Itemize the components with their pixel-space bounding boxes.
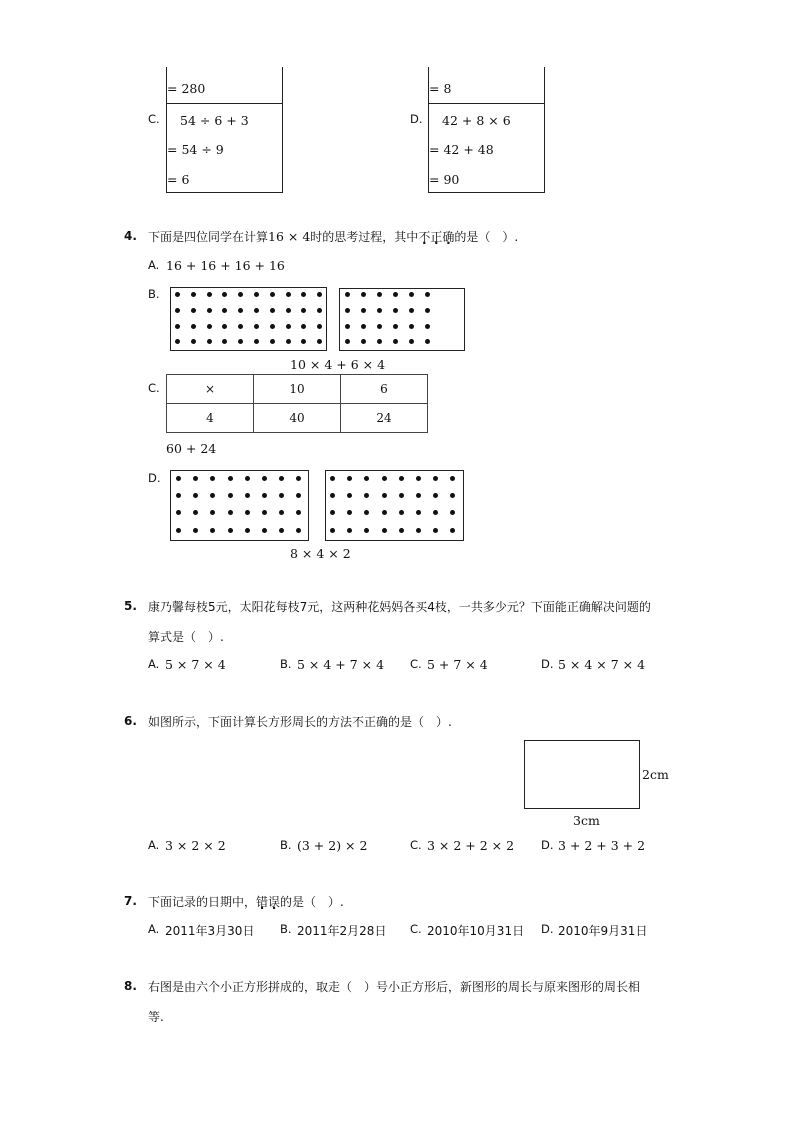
q4-number: 4. <box>124 229 137 243</box>
q3-d-divider <box>428 103 545 104</box>
q6-stem: 如图所示，下面计算长方形周长的方法不正确的是（ ）. <box>148 715 452 729</box>
dot <box>409 308 414 313</box>
dot <box>207 292 212 297</box>
q6-option-c-label: C. <box>410 838 422 852</box>
q6-option-a-expr: 3 × 2 × 2 <box>165 838 226 853</box>
dot <box>254 308 259 313</box>
dot <box>347 528 352 533</box>
q7-stem-pre: 下面记录的日期中， <box>148 895 257 909</box>
q4-c-table-header-row <box>167 375 428 404</box>
q3-d-line-3: = 90 <box>429 172 460 187</box>
q6-option-b-expr: (3 + 2) × 2 <box>297 838 368 853</box>
dot <box>286 308 291 313</box>
dot <box>399 528 404 533</box>
dot <box>345 324 350 329</box>
q7-option-d-text: 2010年9月31日 <box>558 924 648 938</box>
q4-c-label: C. <box>148 381 160 395</box>
q4-stem-pre: 下面是四位同学在计算 <box>148 230 269 244</box>
dot <box>416 528 421 533</box>
dot <box>207 324 212 329</box>
q4-d-label: D. <box>148 471 161 485</box>
q4-stem-mid: 时的思考过程，其中 <box>310 230 419 244</box>
dot <box>425 308 430 313</box>
q3-c-right-border <box>282 67 283 193</box>
q3-d-line-2: = 42 + 48 <box>429 142 494 157</box>
dot <box>425 324 430 329</box>
q7-option-b-label: B. <box>280 922 292 936</box>
q4-d-dot-box-left <box>170 470 309 541</box>
dot <box>176 528 181 533</box>
dot <box>175 308 180 313</box>
q8-stem-line-2: 等. <box>148 1010 164 1024</box>
dot <box>382 493 387 498</box>
q4-c-table-header-cell: 10 <box>254 375 341 404</box>
dot <box>228 528 233 533</box>
dot <box>382 476 387 481</box>
q7-option-a-label: A. <box>148 922 160 936</box>
q7-option-c-label: C. <box>410 922 422 936</box>
q8-number: 8. <box>124 979 137 993</box>
dot <box>191 292 196 297</box>
dot <box>377 308 382 313</box>
dot <box>175 324 180 329</box>
q5-option-a-expr: 5 × 7 × 4 <box>165 657 226 672</box>
dot <box>228 476 233 481</box>
q6-option-a-label: A. <box>148 838 160 852</box>
q4-emph-char-1: 不 <box>418 230 431 244</box>
q6-width-label: 3cm <box>573 813 600 828</box>
q3-c-label: C. <box>148 112 160 126</box>
q6-height-label: 2cm <box>642 767 669 782</box>
dot <box>262 528 267 533</box>
q5-option-c-expr: 5 + 7 × 4 <box>427 657 488 672</box>
q6-rectangle-figure <box>524 740 640 809</box>
q7-number: 7. <box>124 894 137 908</box>
q6-option-c-expr: 3 × 2 + 2 × 2 <box>427 838 515 853</box>
q5-option-c-label: C. <box>410 657 422 671</box>
dot <box>433 528 438 533</box>
dot <box>317 324 322 329</box>
q8-stem-line-1: 右图是由六个小正方形拼成的，取走（ ）号小正方形后，新图形的周长与原来图形的周长相 <box>148 980 641 994</box>
q4-c-caption: 60 + 24 <box>166 441 217 456</box>
dot <box>382 528 387 533</box>
q3-b-result: = 280 <box>167 81 206 96</box>
q3-c-divider <box>166 103 283 104</box>
q4-b-caption: 10 × 4 + 6 × 4 <box>290 357 386 372</box>
dot <box>270 324 275 329</box>
q7-stem-post: 的是（ ）. <box>280 895 344 909</box>
dot <box>228 493 233 498</box>
q3-c-line-2: = 54 ÷ 9 <box>167 142 224 157</box>
dot <box>345 292 350 297</box>
q7-option-b-text: 2011年2月28日 <box>297 924 387 938</box>
q4-c-table-header-cell: 6 <box>341 375 428 404</box>
q7-emph-char-2: 误 <box>268 895 281 909</box>
dot <box>393 308 398 313</box>
q5-option-b-expr: 5 × 4 + 7 × 4 <box>297 657 385 672</box>
q5-option-b-label: B. <box>280 657 292 671</box>
q3-c-line-3: = 6 <box>167 172 190 187</box>
dot <box>254 324 259 329</box>
q4-c-multiplication-table <box>166 374 428 433</box>
dot <box>193 528 198 533</box>
dot <box>238 308 243 313</box>
q4-a-label: A. <box>148 258 160 272</box>
dot <box>393 324 398 329</box>
q6-number: 6. <box>124 714 137 728</box>
q3-c-line-1: 54 ÷ 6 + 3 <box>180 113 249 128</box>
q4-stem-expr: 16 × 4 <box>268 229 311 244</box>
dot <box>270 308 275 313</box>
q7-option-a-text: 2011年3月30日 <box>165 924 255 938</box>
dot <box>191 324 196 329</box>
dot <box>361 292 366 297</box>
dot <box>409 324 414 329</box>
q4-c-table-row <box>167 404 428 433</box>
q7-emph-char-1: 错 <box>256 895 269 909</box>
dot <box>393 292 398 297</box>
dot <box>409 292 414 297</box>
dot <box>245 528 250 533</box>
dot <box>176 476 181 481</box>
q4-b-label: B. <box>148 287 160 301</box>
q7-stem <box>148 893 344 910</box>
q3-d-line-1: 42 + 8 × 6 <box>442 113 511 128</box>
dot <box>270 292 275 297</box>
q4-d-caption: 8 × 4 × 2 <box>290 546 351 561</box>
q4-stem <box>148 228 518 245</box>
dot <box>245 476 250 481</box>
dot <box>399 493 404 498</box>
q3-d-bottom <box>428 192 545 193</box>
q5-option-d-expr: 5 × 4 × 7 × 4 <box>558 657 646 672</box>
q4-c-table-cell: 24 <box>341 404 428 433</box>
dot <box>425 292 430 297</box>
q4-stem-post: 的是（ ）. <box>454 230 519 244</box>
q4-b-dot-box-right <box>339 288 465 351</box>
q4-c-table-header-cell: × <box>167 375 254 404</box>
dot <box>345 308 350 313</box>
q3-c-bottom <box>166 192 283 193</box>
q4-c-table-cell: 4 <box>167 404 254 433</box>
q4-a-expr: 16 + 16 + 16 + 16 <box>166 258 285 273</box>
dot <box>330 476 335 481</box>
q4-d-dot-box-right <box>325 470 464 541</box>
dot <box>286 324 291 329</box>
dot <box>245 493 250 498</box>
dot <box>207 308 212 313</box>
dot <box>416 476 421 481</box>
q5-option-d-label: D. <box>541 657 554 671</box>
q5-stem-line-1: 康乃馨每枝5元，太阳花每枝7元，这两种花妈妈各买4枝，一共多少元？下面能正确解决问题的 <box>148 600 651 614</box>
dot <box>377 324 382 329</box>
q6-option-d-label: D. <box>541 838 554 852</box>
dot <box>377 292 382 297</box>
dot <box>279 528 284 533</box>
dot <box>361 308 366 313</box>
q7-option-c-text: 2010年10月31日 <box>427 924 525 938</box>
q3-b2-result: = 8 <box>429 81 452 96</box>
dot <box>238 324 243 329</box>
dot <box>330 528 335 533</box>
q4-c-table-cell: 40 <box>254 404 341 433</box>
dot <box>175 292 180 297</box>
q4-emph-char-2: 正 <box>430 230 443 244</box>
dot <box>254 292 259 297</box>
q3-d-label: D. <box>410 112 423 126</box>
q5-option-a-label: A. <box>148 657 160 671</box>
q6-option-b-label: B. <box>280 838 292 852</box>
dot <box>399 476 404 481</box>
q4-emph-char-3: 确 <box>442 230 455 244</box>
dot <box>317 308 322 313</box>
dot <box>262 476 267 481</box>
q5-stem-line-2: 算式是（ ）. <box>148 630 224 644</box>
dot <box>286 292 291 297</box>
dot <box>361 324 366 329</box>
q6-option-d-expr: 3 + 2 + 3 + 2 <box>558 838 646 853</box>
q5-number: 5. <box>124 599 137 613</box>
q3-d-right-border <box>544 67 545 193</box>
dot <box>191 308 196 313</box>
q7-option-d-label: D. <box>541 922 554 936</box>
